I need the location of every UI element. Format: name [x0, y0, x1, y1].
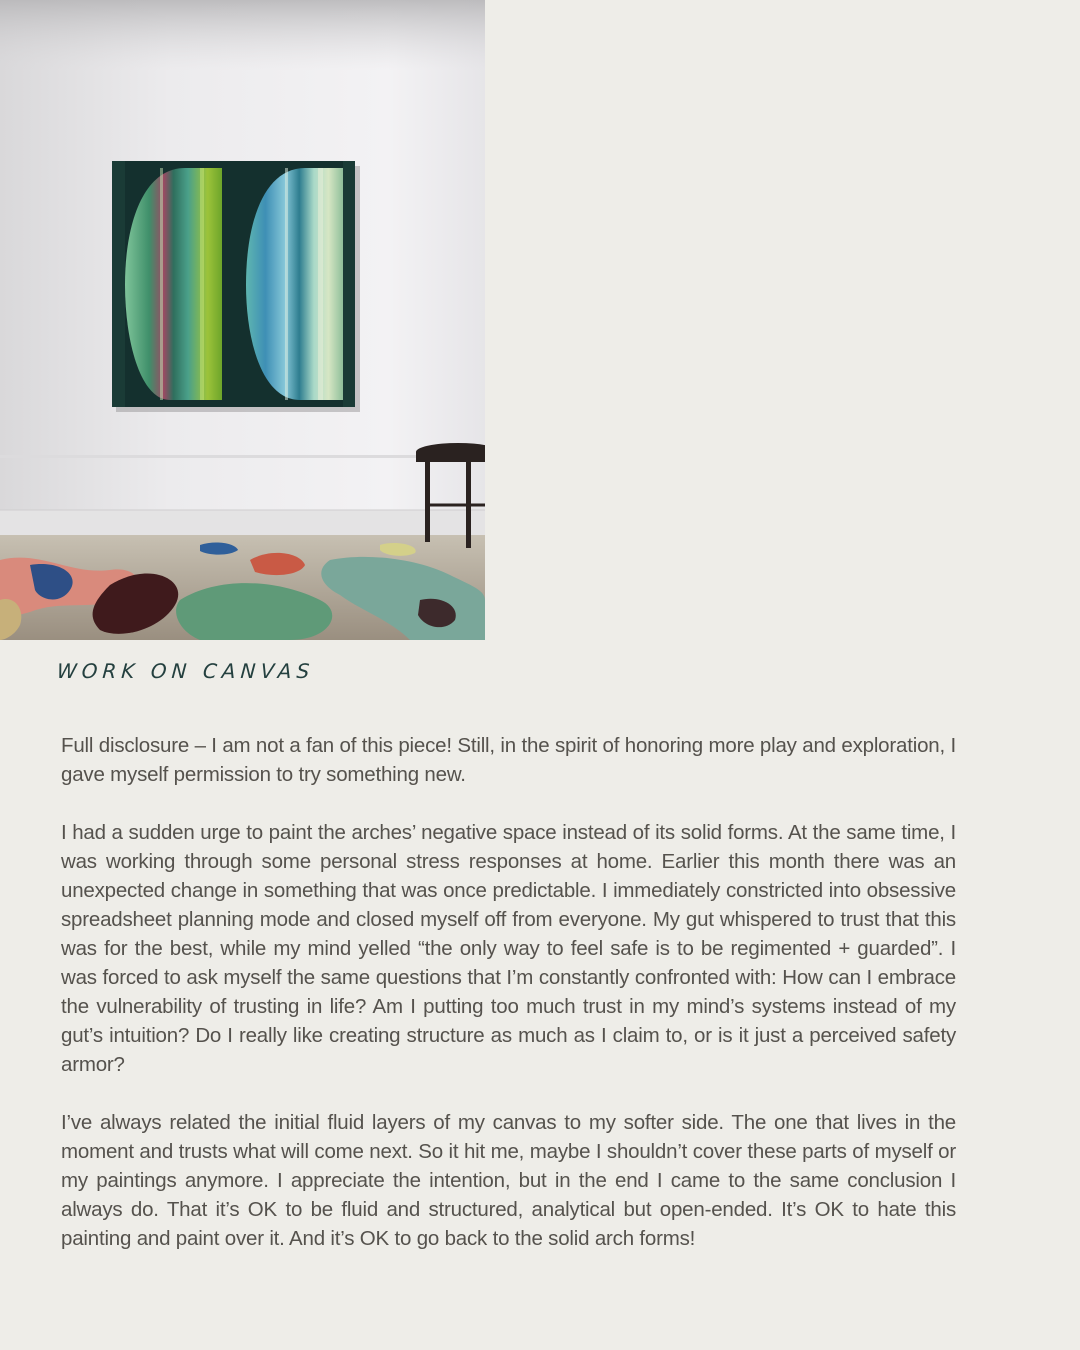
paragraph: Full disclosure – I am not a fan of this piece! Still, in the spirit of honoring more play and exploration, I gave myself permission to try something new.: [61, 734, 956, 786]
paragraph: I’ve always related the initial fluid layers of my canvas to my softer side. The one that lives in the moment and trusts what will come next. So it hit me, maybe I shouldn’t cover these parts of myself or my paintings anymore. I appreciate the intention, but in the end I came to the same conclusion I always do. That it’s OK to be fluid and structured, analytical but open-ended. It’s OK to hate this painting and paint over it. And it’s OK to go back to the solid arch forms!: [61, 1111, 956, 1250]
studio-photo: [0, 0, 485, 640]
body-text: [61, 731, 956, 1282]
paragraph: I had a sudden urge to paint the arches’ negative space instead of its solid forms. At the same time, I was working through some personal stress responses at home. Earlier this month there was an unexpected change in something that was once predictable. I immediately constricted into obsessive spreadsheet planning mode and closed myself off from everyone. My gut whispered to trust that this was for the best, while my mind yelled “the only way to feel safe is to be regimented + guarded”. I was forced to ask myself the same questions that I’m constantly confronted with: How can I embrace the vulnerability of trusting in life? Am I putting too much trust in my mind’s systems instead of my gut’s intuition? Do I really like creating structure as much as I claim to, or is it just a perceived safety armor?: [61, 821, 956, 1076]
section-heading: WORK ON CANVAS: [56, 659, 316, 683]
